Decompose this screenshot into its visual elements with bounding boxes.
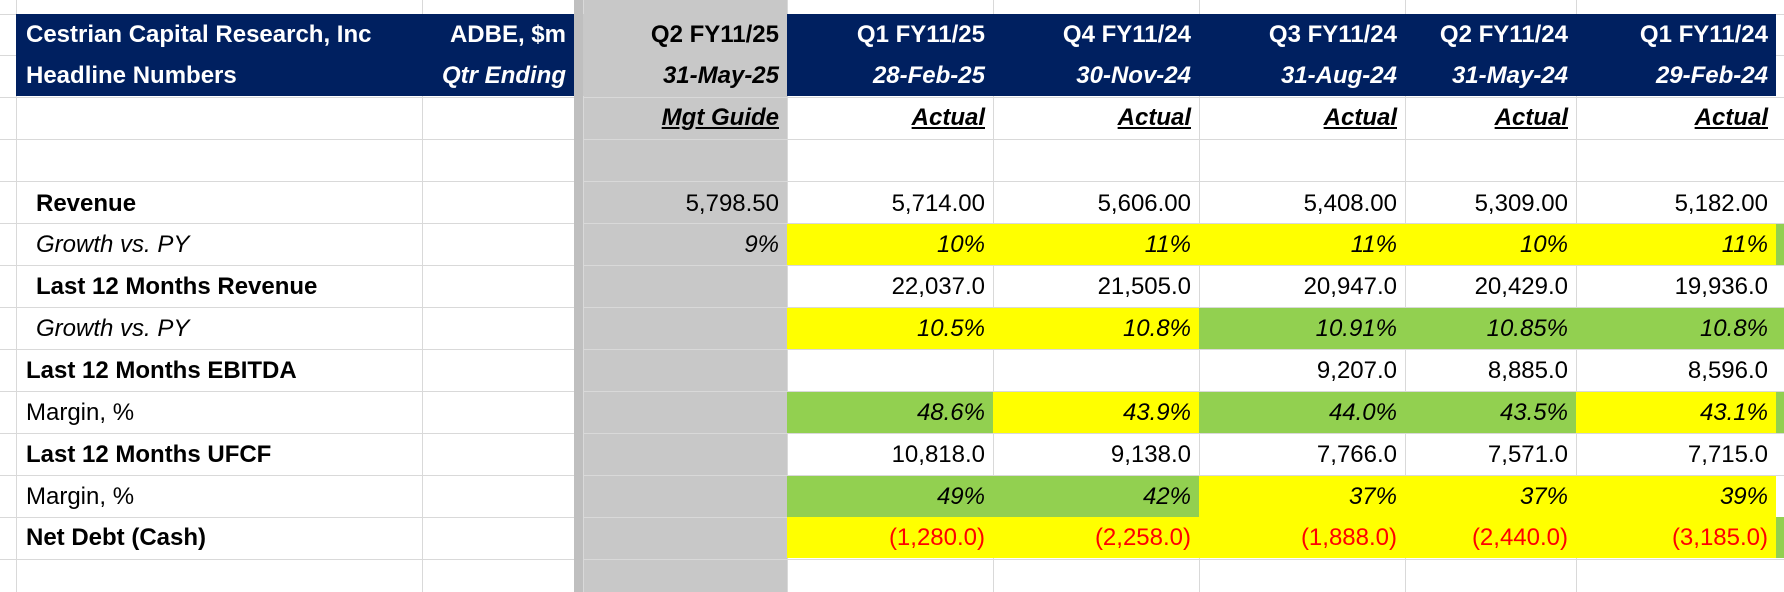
data-cell[interactable] — [583, 434, 787, 475]
data-cell[interactable] — [583, 392, 787, 433]
data-cell[interactable]: 44.0% — [1199, 392, 1405, 433]
column-date-header[interactable]: 31-May-25 — [583, 55, 787, 96]
data-cell[interactable] — [583, 476, 787, 517]
data-cell[interactable]: 9,207.0 — [1316, 357, 1397, 384]
data-cell[interactable]: (2,440.0) — [1405, 517, 1576, 558]
ticker-label[interactable]: ADBE, $m — [422, 14, 574, 55]
row-label[interactable]: Growth vs. PY — [36, 315, 190, 342]
data-cell[interactable]: 5,606.00 — [1097, 190, 1191, 217]
column-date-header[interactable]: 28-Feb-25 — [787, 55, 993, 96]
data-cell[interactable]: (3,185.0) — [1576, 517, 1776, 558]
data-cell[interactable]: 43.5% — [1405, 392, 1576, 433]
data-cell[interactable]: 5,408.00 — [1303, 190, 1397, 217]
sheet-subtitle[interactable]: Headline Numbers — [16, 55, 422, 96]
column-type-header[interactable]: Mgt Guide — [661, 104, 779, 131]
column-type-header[interactable]: Actual — [1494, 104, 1568, 131]
data-cell[interactable]: 10,818.0 — [891, 441, 985, 468]
column-period-header[interactable]: Q2 FY11/24 — [1405, 14, 1576, 55]
column-date-header[interactable]: 30-Nov-24 — [993, 55, 1199, 96]
data-cell[interactable]: 5,714.00 — [891, 190, 985, 217]
data-cell[interactable]: 10% — [787, 224, 993, 265]
data-cell[interactable]: 10.5% — [787, 308, 993, 349]
data-cell[interactable]: 19,936.0 — [1674, 273, 1768, 300]
data-cell[interactable]: 43.9% — [993, 392, 1199, 433]
row-label[interactable]: Growth vs. PY — [36, 231, 190, 258]
row-gridline — [0, 181, 1784, 182]
column-type-header[interactable]: Actual — [1117, 104, 1191, 131]
data-cell[interactable]: 8,596.0 — [1687, 357, 1768, 384]
data-cell[interactable]: 10.85% — [1405, 308, 1576, 349]
data-cell[interactable]: 9,138.0 — [1110, 441, 1191, 468]
data-cell[interactable] — [787, 350, 993, 391]
row-gridline — [0, 559, 1784, 560]
column-type-header[interactable]: Actual — [1323, 104, 1397, 131]
edge-fill-cell — [1776, 308, 1784, 349]
data-cell[interactable]: 7,766.0 — [1316, 441, 1397, 468]
data-cell[interactable]: 37% — [1199, 476, 1405, 517]
column-date-header[interactable]: 31-May-24 — [1405, 55, 1576, 96]
data-cell[interactable]: (2,258.0) — [993, 517, 1199, 558]
data-cell[interactable]: 7,571.0 — [1487, 441, 1568, 468]
data-cell[interactable]: 10.8% — [993, 308, 1199, 349]
data-cell[interactable]: 9% — [744, 231, 779, 258]
row-gridline — [0, 139, 1784, 140]
data-cell[interactable] — [583, 308, 787, 349]
data-cell[interactable]: 10.8% — [1576, 308, 1776, 349]
data-cell[interactable]: 8,885.0 — [1487, 357, 1568, 384]
data-cell[interactable]: (1,280.0) — [787, 517, 993, 558]
data-cell[interactable]: 39% — [1576, 476, 1776, 517]
edge-fill-cell — [1776, 392, 1784, 433]
data-cell[interactable] — [583, 266, 787, 307]
data-cell[interactable]: 22,037.0 — [891, 273, 985, 300]
edge-fill-cell — [1776, 224, 1784, 265]
data-cell[interactable] — [993, 350, 1199, 391]
row-label[interactable]: Margin, % — [26, 483, 135, 510]
data-cell[interactable]: 10% — [1405, 224, 1576, 265]
data-cell[interactable]: 43.1% — [1576, 392, 1776, 433]
column-type-header[interactable]: Actual — [1694, 104, 1768, 131]
column-period-header[interactable]: Q4 FY11/24 — [993, 14, 1199, 55]
column-type-header[interactable]: Actual — [911, 104, 985, 131]
column-period-header[interactable]: Q1 FY11/24 — [1576, 14, 1776, 55]
row-label[interactable]: Margin, % — [26, 399, 135, 426]
freeze-pane-divider[interactable] — [574, 0, 583, 592]
qtr-ending-label[interactable]: Qtr Ending — [422, 55, 574, 96]
data-cell[interactable]: (1,888.0) — [1199, 517, 1405, 558]
column-period-header[interactable]: Q2 FY11/25 — [583, 14, 787, 55]
company-name[interactable]: Cestrian Capital Research, Inc — [16, 14, 422, 55]
column-period-header[interactable]: Q3 FY11/24 — [1199, 14, 1405, 55]
row-label[interactable]: Last 12 Months EBITDA — [26, 357, 297, 384]
row-label[interactable]: Last 12 Months Revenue — [36, 273, 318, 300]
data-cell[interactable] — [583, 350, 787, 391]
row-label[interactable]: Last 12 Months UFCF — [26, 441, 272, 468]
data-cell[interactable]: 5,309.00 — [1474, 190, 1568, 217]
data-cell[interactable] — [583, 517, 787, 558]
data-cell[interactable]: 11% — [993, 224, 1199, 265]
column-date-header[interactable]: 31-Aug-24 — [1199, 55, 1405, 96]
data-cell[interactable]: 5,798.50 — [685, 190, 779, 217]
data-cell[interactable]: 10.91% — [1199, 308, 1405, 349]
row-label[interactable]: Net Debt (Cash) — [26, 524, 207, 551]
column-period-header[interactable]: Q1 FY11/25 — [787, 14, 993, 55]
data-cell[interactable]: 11% — [1576, 224, 1776, 265]
column-date-header[interactable]: 29-Feb-24 — [1576, 55, 1776, 96]
data-cell[interactable]: 20,947.0 — [1303, 273, 1397, 300]
row-label[interactable]: Revenue — [36, 190, 137, 217]
data-cell[interactable]: 42% — [993, 476, 1199, 517]
data-cell[interactable]: 5,182.00 — [1674, 190, 1768, 217]
data-cell[interactable]: 49% — [787, 476, 993, 517]
data-cell[interactable]: 20,429.0 — [1474, 273, 1568, 300]
data-cell[interactable]: 7,715.0 — [1687, 441, 1768, 468]
edge-fill-cell — [1776, 517, 1784, 558]
data-cell[interactable]: 21,505.0 — [1097, 273, 1191, 300]
data-cell[interactable]: 11% — [1199, 224, 1405, 265]
data-cell[interactable]: 48.6% — [787, 392, 993, 433]
data-cell[interactable]: 37% — [1405, 476, 1576, 517]
